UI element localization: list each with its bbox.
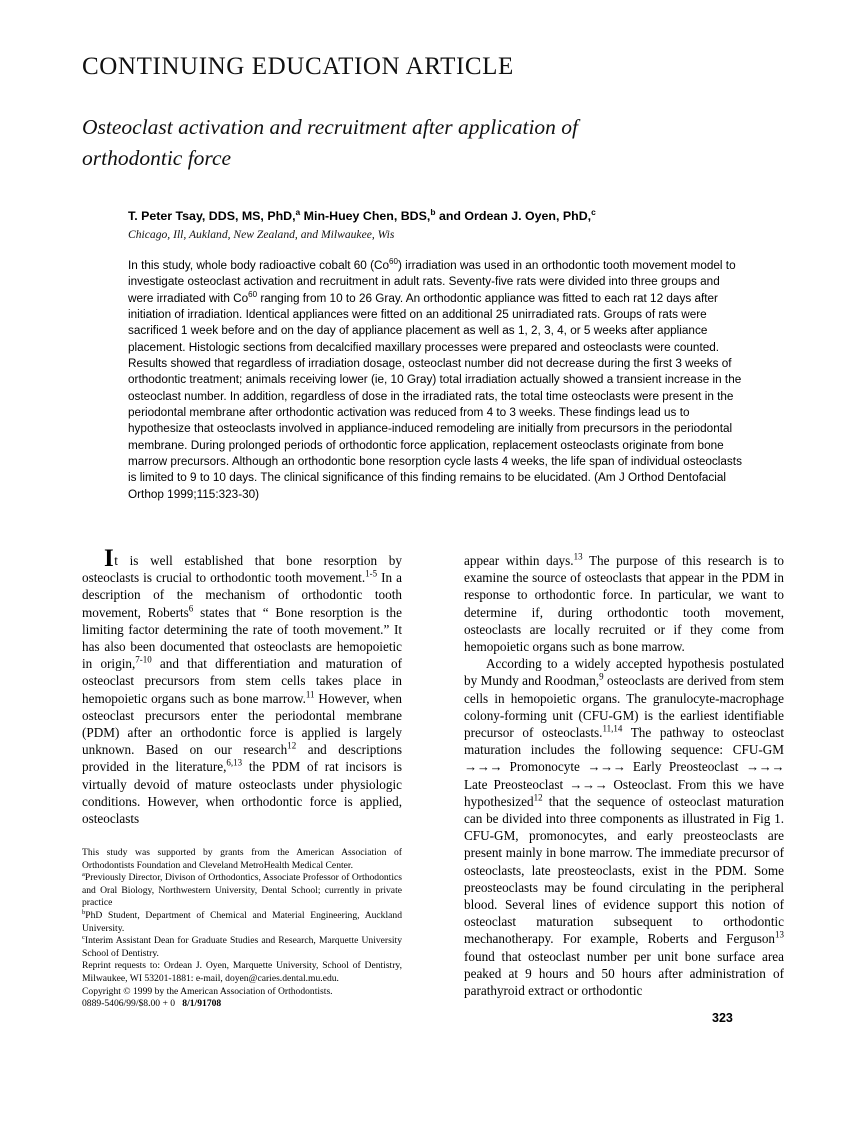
footnote-grant: This study was supported by grants from the American Association of Orthodontists Foundation and Cleveland MetroHealth Medical Center.	[82, 847, 402, 871]
footnote-issn-line	[82, 998, 402, 1011]
pathway-arrow-4: →→→	[569, 776, 608, 792]
footnote-b	[82, 910, 402, 935]
citation-ref-9: 9	[599, 672, 604, 683]
continued-part-1: appear within days.	[464, 553, 574, 568]
intro-part-1: t is well established that bone resorption by osteoclasts is crucial to orthodontic tooth movement.	[82, 553, 402, 586]
body-paragraph-intro	[82, 545, 402, 827]
footnote-c-text: Interim Assistant Dean for Graduate Studies and Research, Marquette University School of Dentistry.	[82, 935, 402, 959]
author-byline	[128, 206, 748, 223]
citation-ref-7-10: 7-10	[135, 654, 152, 665]
footnote-copyright: Copyright © 1999 by the American Association of Orthodontists.	[82, 985, 333, 997]
citation-ref-13b: 13	[775, 930, 784, 941]
abstract-superscript-2: 60	[248, 289, 258, 299]
intro-part-3: states that “ Bone resorption is the limiting factor determining the rate of tooth movement.” It has also been documented that osteoclasts are hemopoietic in origin,	[82, 604, 402, 672]
author-3: and Ordean J. Oyen, PhD,	[435, 209, 592, 223]
article-title-line-1: Osteoclast activation and recruitment after application of	[82, 115, 579, 139]
citation-ref-6: 6	[188, 603, 194, 614]
footnote-issn: 0889-5406/99/$8.00 + 0	[82, 998, 176, 1010]
abstract-part-1: In this study, whole body radioactive cobalt 60 (Co	[128, 259, 390, 272]
citation-ref-13: 13	[573, 551, 583, 562]
citation-ref-12b: 12	[533, 792, 543, 803]
hypothesis-part-1: According to a widely accepted hypothesis postulated by Mundy and Roodman,	[464, 656, 784, 689]
footnote-reprint-requests: Reprint requests to: Ordean J. Oyen, Marquette University, School of Dentistry, Milwaukee, WI 53201-1881: e-mail, doyen@caries.dental.mu.edu.	[82, 960, 402, 984]
hypothesis-part-2: osteoclasts are derived from stem cells in hemopoietic organs. The granulocyte-macrophage colony-forming unit (CFU-GM) is the earliest identifiable precursor of osteoclasts.	[464, 673, 784, 741]
citation-ref-11: 11	[305, 689, 315, 700]
citation-ref-6-13: 6,13	[226, 758, 243, 769]
footnote-c-marker: c	[82, 933, 85, 941]
intro-part-6: and descriptions provided in the literature,	[82, 742, 402, 775]
body-column-right	[464, 552, 784, 999]
author-2: Min-Huey Chen, BDS,	[300, 209, 431, 223]
body-column-left	[82, 545, 402, 827]
author-2-affil-marker: b	[430, 206, 436, 217]
hypothesis-part-6: Late Preosteoclast	[464, 776, 570, 792]
author-3-affil-marker: c	[591, 206, 596, 217]
abstract-text	[128, 258, 744, 503]
hypothesis-part-8: that the sequence of osteoclast maturation can be divided into three components as illustrated in Fig 1. CFU-GM, promonocytes, and early preosteoclasts are present mainly in bone marrow. The immediate precursor of osteoclasts, late preosteoclasts, exist in the PDM. Some preosteoclasts may be found circulating in the peripheral blood. Several lines of evidence support this notion of osteoclast maturation subsequent to orthodontic mechanotherapy. For example, Roberts and Ferguson	[464, 793, 784, 947]
author-1: T. Peter Tsay, DDS, MS, PhD,	[128, 209, 296, 223]
pathway-arrow-3: →→→	[745, 759, 784, 775]
footnote-a-text: Previously Director, Divison of Orthodontics, Associate Professor of Orthodontics and Oral Biology, Northwestern University, Dental School; currently in private practice	[82, 872, 402, 909]
continued-part-2: The purpose of this research is to examine the source of osteoclasts that appear in the PDM in response to orthodontic force. In particular, we want to determine if, during orthodontic tooth movement, osteoclasts are locally recruited or if they come from hemopoietic organs such as bone marrow.	[464, 553, 785, 655]
pathway-arrow-2: →→→	[587, 759, 626, 775]
hypothesis-part-4: Promonocyte	[502, 759, 588, 775]
author-locations: Chicago, Ill, Aukland, New Zealand, and Milwaukee, Wis	[128, 228, 395, 241]
article-title	[82, 112, 722, 174]
pathway-arrow-1: →→→	[464, 759, 503, 775]
body-paragraph-continued	[464, 552, 784, 655]
footnote-c	[82, 935, 402, 960]
abstract-part-3: ranging from 10 to 26 Gray. An orthodontic appliance was fitted to each rat 12 days after initiation of irradiation. Identical appliances were fitted on an additional 25 unirradiated rats. Groups of rats were sacrificed 1 week before and on the day of appliance placement as well as 1, 2, 3, 4, or 5 weeks after appliance placement. Histologic sections from decalcified maxillary processes were prepared and osteoclasts were counted. Results showed that regardless of irradiation dosage, osteoclast number did not decrease during the first 3 weeks of orthodontic treatment; animals receiving lower (ie, 10 Gray) total irradiation actually showed a transient increase in the osteoclast number. In addition, regardless of dose in the irradiated rats, the total time osteoclasts were present in the periodontal membrane after orthodontic activation was reduced from 4 to 3 weeks. These findings lead us to hypothesize that osteoclasts involved in appliance-induced remodeling are initially from precursors in the periodontal membrane. During prolonged periods of orthodontic force application, replacement osteoclasts originate from bone marrow precursors. Although an orthodontic bone resorption cycle lasts 4 weeks, the life span of individual osteoclasts is limited to 9 to 10 days. The clinical significance of this finding remains to be elucidated. (Am J Orthod Dentofacial Orthop 1999;115:323-30)	[128, 291, 742, 501]
hypothesis-part-5: Early Preosteoclast	[625, 759, 746, 775]
footnote-b-marker: b	[82, 908, 86, 916]
hypothesis-part-7: Osteoclast. From this we have hypothesized	[464, 776, 784, 809]
footnote-a	[82, 872, 402, 910]
intro-part-2: In a description of the mechanism of orthodontic tooth movement, Roberts	[82, 570, 402, 620]
intro-part-7: the PDM of rat incisors is virtually devoid of mature osteoclasts under physiologic conditions. However, when orthodontic force is applied, osteoclasts	[82, 759, 402, 827]
abstract-superscript-1: 60	[389, 257, 398, 267]
author-1-affil-marker: a	[295, 206, 301, 217]
section-heading: CONTINUING EDUCATION ARTICLE	[82, 53, 514, 80]
footnote-a-marker: a	[82, 871, 85, 878]
hypothesis-part-3: The pathway to osteoclast maturation includes the following sequence: CFU-GM	[464, 725, 784, 758]
hypothesis-part-9: found that osteoclast number per unit bone surface area peaked at 9 hours and 50 hours after administration of parathyroid extract or orthodontic	[464, 948, 784, 999]
abstract-part-2: ) irradiation was used in an orthodontic tooth movement model to investigate osteoclast activation and recruitment in adult rats. Seventy-five rats were divided into three groups and were irradiated with Co	[128, 259, 736, 305]
citation-ref-1-5: 1-5	[365, 568, 378, 579]
drop-cap: I	[104, 545, 114, 572]
citation-ref-11-14: 11,14	[602, 723, 623, 734]
footnote-article-code: 8/1/91708	[182, 998, 222, 1010]
footnote-b-text: PhD Student, Department of Chemical and Material Engineering, Auckland University.	[82, 909, 402, 934]
intro-part-5: However, when osteoclast precursors enter the periodontal membrane (PDM) after an orthodontic force is applied is largely unknown. Based on our research	[82, 690, 402, 758]
intro-part-4: and that differentiation and maturation of osteoclast precursors from stem cells takes place in hemopoietic organs such as bone marrow.	[82, 656, 402, 706]
body-paragraph-hypothesis	[464, 655, 784, 999]
footnotes-block	[82, 847, 402, 1011]
article-title-line-2: orthodontic force	[82, 146, 232, 170]
citation-ref-12: 12	[287, 740, 297, 751]
page-number: 323	[712, 1011, 733, 1025]
